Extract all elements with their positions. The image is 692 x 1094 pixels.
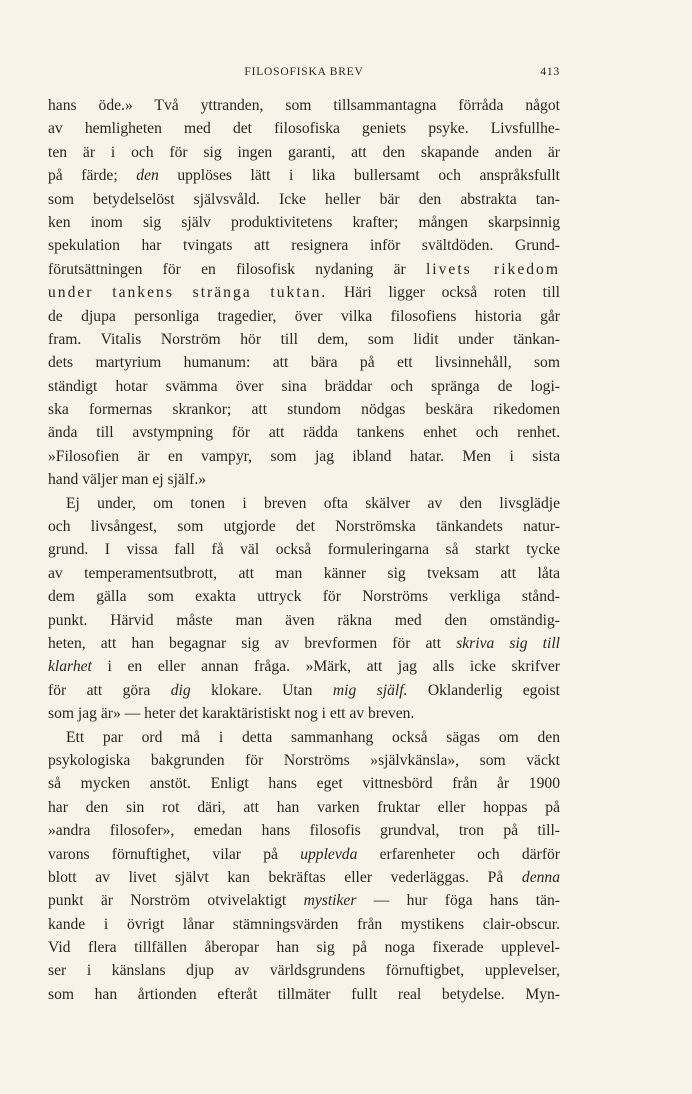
text-line: Ett par ord må i detta sammanhang också sägas om den [66,728,560,746]
emphasis: klarhet [48,658,92,676]
spaced-emphasis: livets rikedom [425,260,560,278]
text-line: ser i känslans djup av världsgrundens förnuftigbet, upplevelser, [48,962,560,980]
emphasis: skriva sig till [456,634,561,652]
text-run: erfarenheter och därför [357,845,561,863]
emphasis: upplevda [300,845,358,863]
text-run: för att göra [48,681,171,699]
text-line: »andra filosofer», emedan hans filosofis grundval, tron på till- [48,822,560,840]
text-line: fram. Vitalis Norström hör till dem, som lidit under tänkan- [48,330,560,348]
text-line [48,164,560,187]
text-run: Oklanderlig egoist [407,681,561,699]
text-line: dets martyrium humanum: att bära på ett livsinnehåll, som [48,354,560,372]
text-line: de djupa personliga tragedier, över vilka filosofiens historia går [48,307,560,325]
text-run: varons förnuftighet, vilar på [48,845,301,863]
text-line: dem gälla som exakta uttryck för Norströms verkliga stånd- [48,588,560,606]
emphasis: denna [521,868,560,886]
text-line: och livsångest, som utgjorde det Norströmska tänkandets natur- [48,518,560,536]
text-line: punkt. Härvid måste man även räkna med den omständig- [48,611,560,629]
emphasis: dig [170,681,191,699]
text-line: spekulation har tvingats att resignera inför svältdöden. Grund- [48,237,560,255]
running-title: FILOSOFISKA BREV [244,66,364,78]
text-line: Ej under, om tonen i breven ofta skälver av den livsglädje [66,494,560,512]
text-run: på färde; [48,167,137,185]
text-line: ska formernas skrankor; att stundom nödgas beskära rikedomen [48,401,560,419]
text-line: Vid flera tillfällen åberopar han sig på noga fixerade upplevel- [48,939,560,957]
text-line: ten är i och för sig ingen garanti, att den skapande anden är [48,143,560,161]
text-line: som jag är» — heter det karaktäristiskt nog i ett av breven. [48,705,415,723]
text-line [48,632,560,655]
text-line [48,281,560,304]
text-line: ända till avstympning för att rädda tankens enhet och renhet. [48,424,560,442]
text-run: heten, att han begagnar sig av brevformen för att [48,634,457,652]
text-line: hand väljer man ej själf.» [48,471,207,489]
text-line: psykologiska bakgrunden för Norströms »självkänsla», som väckt [48,751,560,769]
text-line [48,889,560,912]
spaced-emphasis: under tankens stränga tuktan. [48,284,328,302]
text-line: som han årtionden efteråt tillmäter fullt real betydelse. Myn- [48,985,560,1003]
text-line [48,866,560,889]
text-run: Häri ligger också roten till [327,284,560,302]
text-line [48,258,560,281]
page-number: 413 [540,66,560,78]
emphasis: mystiker [303,892,357,910]
emphasis: mig själf. [332,681,408,699]
text-line: »Filosofien är en vampyr, som jag ibland hatar. Men i sista [48,447,560,465]
text-run: blott av livet självt kan bekräftas eller vederläggas. På [48,868,522,886]
text-line: av hemligheten med det filosofiska geniets psyke. Livsfullhe- [48,120,560,138]
text-run: förutsättningen för en filosofisk nydaning är [48,260,426,278]
text-line: av temperamentsutbrott, att man känner sig tveksam att låta [48,564,560,582]
text-line [48,679,560,702]
text-line: hans öde.» Två yttranden, som tillsammantagna förråda något [48,97,560,114]
text-line: ständigt hotar svämma över sina bräddar och spränga de logi- [48,377,560,395]
text-line: som betydelselöst självsvåld. Icke heller bär den abstrakta tan- [48,190,560,208]
text-line: har den sin rot däri, att han varken fruktar eller hoppas på [48,798,560,816]
text-run: punkt är Norström otvivelaktigt [48,892,304,910]
text-line: ken inom sig själv produktivitetens krafter; mången skarpsinnig [48,213,560,231]
text-line [48,655,560,678]
body-text [48,94,560,1006]
text-run: klokare. Utan [190,681,333,699]
text-line: grund. I vissa fall få väl också formuleringarna så starkt tycke [48,541,560,559]
text-line: kande i övrigt lånar stämningsvärden från mystikens clair-obscur. [48,915,560,933]
text-run: upplöses lätt i lika bullersamt och anspråksfullt [158,167,561,185]
text-line: så mycken anstöt. Enligt hans eget vittnesbörd från år 1900 [48,775,560,793]
text-run: i en eller annan fråga. »Märk, att jag alls icke skrifver [91,658,560,676]
text-line [48,843,560,866]
text-run: — hur föga hans tän- [356,892,560,910]
emphasis: den [136,167,159,185]
